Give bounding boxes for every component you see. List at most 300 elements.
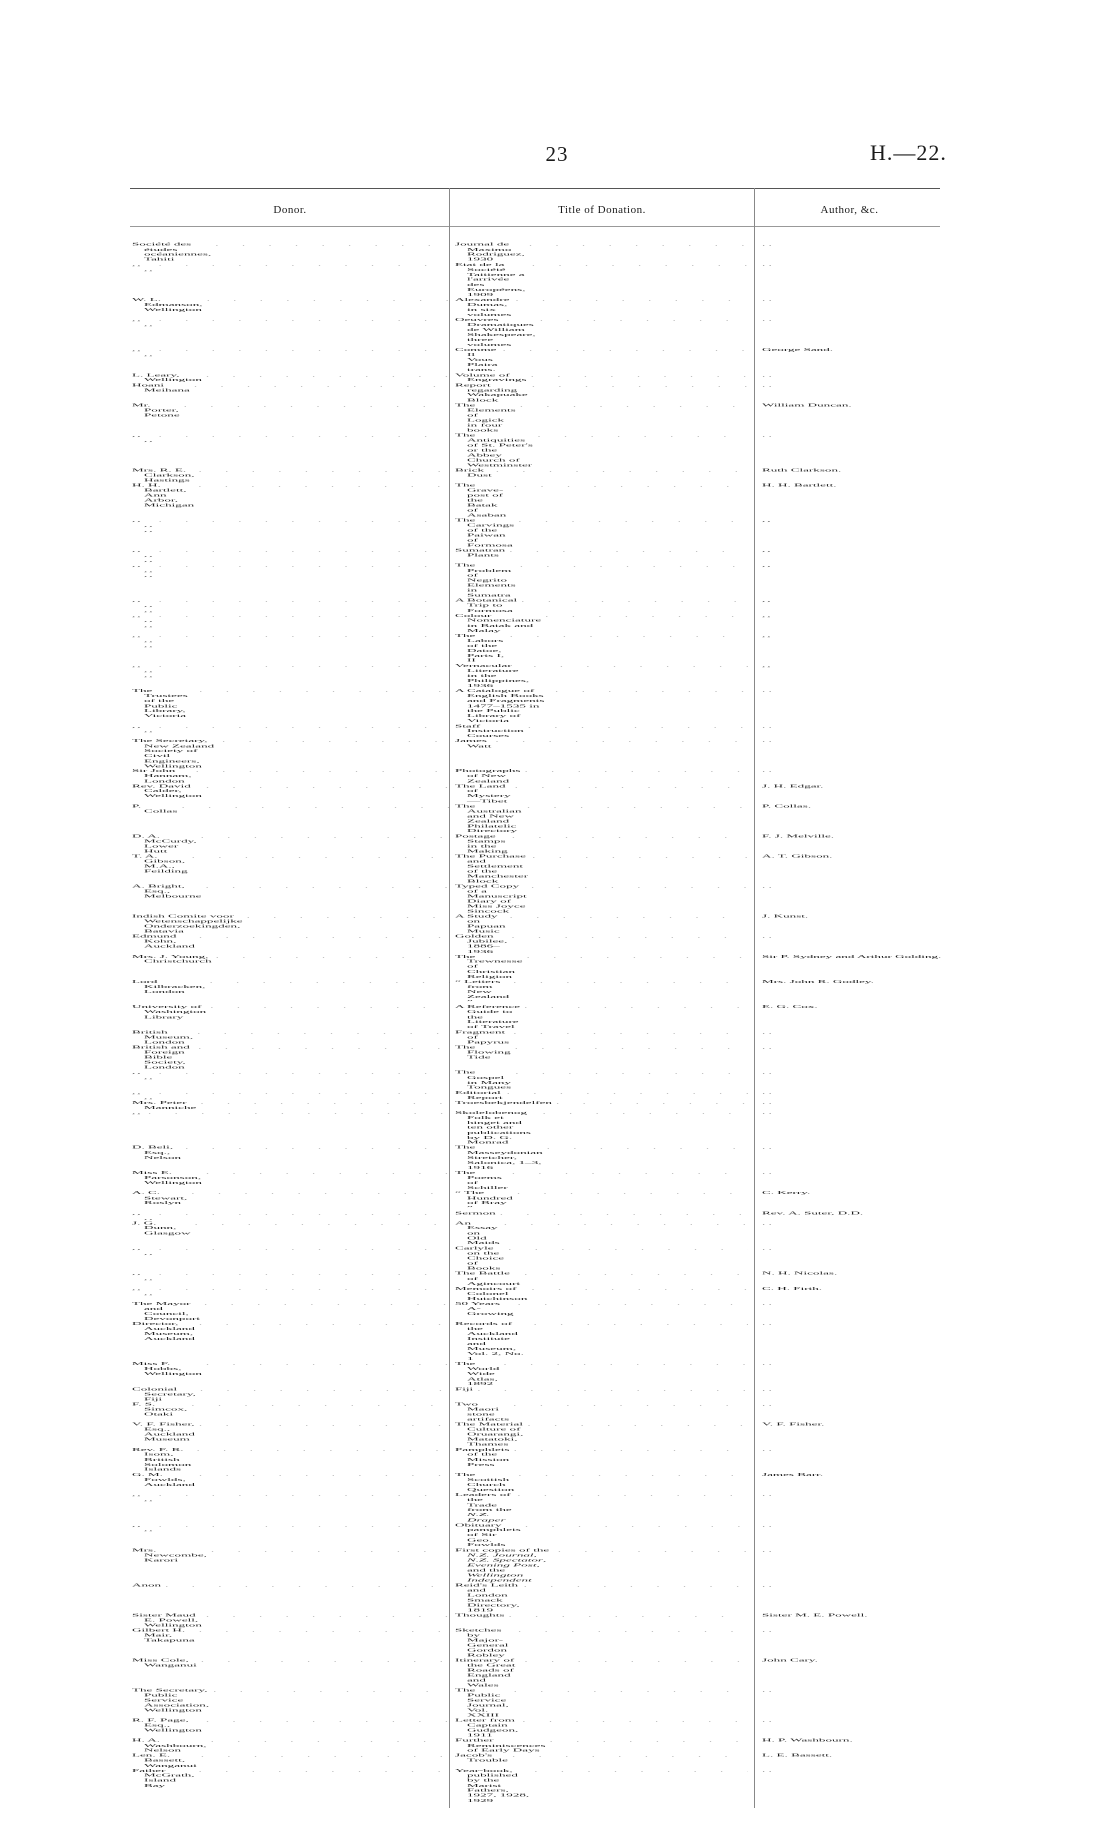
author-cell <box>762 854 942 859</box>
author-cell-text: . . <box>762 261 772 267</box>
author-cell <box>762 1191 942 1196</box>
dot-leader <box>536 317 748 347</box>
title-cell <box>455 1221 748 1246</box>
title-cell-text: The Antiquities of St. Peter's or the Abbey Church of Westminster <box>455 432 534 468</box>
dot-leader <box>528 854 748 884</box>
title-cell <box>455 347 748 372</box>
title-cell-text: The Grave-post of the Batak of Asaban <box>455 482 507 518</box>
donor-cell-text: The Secretary, New Zealand Society of Civil Engineers, Wellington <box>132 738 215 769</box>
title-cell <box>455 1387 748 1392</box>
title-cell <box>455 1030 748 1045</box>
author-cell-text: . . <box>762 1386 772 1392</box>
author-cell <box>762 1030 942 1035</box>
author-cell <box>762 1045 942 1050</box>
dot-leader <box>193 1030 450 1045</box>
author-cell-text: C. Kerry. <box>762 1190 811 1196</box>
dot-leader <box>513 1492 748 1522</box>
title-cell-text: The Trewnesse of Christian Religion <box>455 953 523 979</box>
donor-cell <box>132 1100 450 1110</box>
dot-leader <box>195 934 450 949</box>
title-cell <box>455 433 748 468</box>
author-cell-text: . . <box>762 1522 772 1528</box>
donor-cell-text: P. Collas <box>132 803 178 814</box>
table-top-rule <box>130 188 940 189</box>
donor-cell-text: Miss Cole, Wanganui <box>132 1657 197 1668</box>
donor-cell-text: The Trustees of the Public Library, Victoria <box>132 688 188 719</box>
dot-leader <box>209 1688 450 1713</box>
author-cell-text: J. H. Edgar. <box>762 783 824 789</box>
donor-cell-text: Miss F. Hobbs, Wellington <box>132 1361 202 1377</box>
dot-leader <box>194 1045 450 1070</box>
donor-cell-text: ,, ,, <box>132 1270 155 1281</box>
author-cell-text: . . <box>762 688 772 694</box>
title-cell-text: Pamphlets of the Mission Press <box>455 1446 510 1467</box>
author-cell <box>762 1090 942 1095</box>
title-cell <box>455 1361 748 1386</box>
title-cell-text: Sumatran Plants <box>455 547 506 558</box>
author-cell <box>762 954 942 959</box>
page-number: 23 <box>545 142 569 166</box>
author-cell <box>762 804 942 809</box>
author-cell-text: Ruth Clarkson. <box>762 467 842 473</box>
author-cell-text: ,, <box>762 517 773 523</box>
donor-cell-text: Rev. David Calder, Wellington <box>132 783 202 799</box>
title-cell-text: Reid's Leith and London Smack Directory, 1819 <box>455 1582 520 1613</box>
donor-cell-text: ,, ,, <box>132 1210 155 1221</box>
title-cell <box>455 1145 748 1170</box>
dot-leader <box>188 854 450 874</box>
donor-cell-text: D. Beli, Esq., Nelson <box>132 1144 182 1160</box>
title-cell <box>455 1522 748 1547</box>
title-cell-text: Letter from Captain Gudgeon, 1911 <box>455 1717 519 1738</box>
donor-cell-text: F. S. Simcox, Otaki <box>132 1401 188 1417</box>
dot-leader <box>155 1286 450 1296</box>
title-cell <box>455 1246 748 1271</box>
title-cell-text: Memoirs of Colonel Hutchinson <box>455 1285 528 1301</box>
author-cell <box>762 433 942 438</box>
dot-leader <box>511 784 748 804</box>
donor-cell-text: V. F. Fisher, Esq., Auckland Museum <box>132 1421 195 1442</box>
donor-cell <box>132 1583 450 1588</box>
donor-cell <box>132 884 450 899</box>
title-cell <box>455 1628 748 1658</box>
author-cell <box>762 1613 942 1618</box>
title-cell <box>455 854 748 884</box>
author-cell <box>762 403 942 408</box>
author-cell <box>762 1447 942 1452</box>
dot-leader <box>195 688 450 718</box>
title-cell <box>455 373 748 383</box>
dot-leader <box>155 723 450 733</box>
author-cell <box>762 483 942 488</box>
author-cell <box>762 1271 942 1276</box>
title-cell-text: Further Reminiscences of Early Days <box>455 1737 546 1753</box>
donor-cell <box>132 934 450 949</box>
donor-cell-text: A. C. Stewart, Roslyn <box>132 1190 188 1206</box>
donor-cell <box>132 548 450 563</box>
donor-cell-text: ,, ,, <box>132 1522 155 1533</box>
title-cell <box>455 914 748 934</box>
title-cell <box>455 1402 748 1422</box>
dot-leader <box>504 1246 748 1271</box>
title-cell-text: A Catalogue of English Books and Fragments 1477–1535 in the Public Library of Victoria <box>455 688 545 724</box>
dot-leader <box>155 1492 450 1502</box>
title-cell <box>455 1613 748 1618</box>
author-cell-text: ,, <box>762 662 773 668</box>
donor-cell <box>132 483 450 508</box>
dot-leader <box>155 1090 450 1100</box>
author-cell-text: . . <box>762 883 772 889</box>
title-cell-text: Fiji <box>455 1386 474 1392</box>
author-cell <box>762 373 942 378</box>
donor-cell-text: Mrs. Peter Manniche <box>132 1099 197 1110</box>
donor-cell <box>132 1070 450 1080</box>
dot-leader <box>155 518 450 533</box>
author-cell-text: H. H. Bartlett. <box>762 482 837 488</box>
title-cell <box>455 468 748 478</box>
title-cell <box>455 1191 748 1211</box>
dot-leader <box>528 262 748 297</box>
title-cell <box>455 1753 748 1763</box>
donor-cell-text: Indish Comite voor Wetenschappelijke Onderzoekingden, Batavia <box>132 913 243 934</box>
donor-cell <box>132 804 450 814</box>
author-cell <box>762 598 942 603</box>
donor-cell <box>132 563 450 578</box>
donor-cell <box>132 1753 450 1768</box>
author-cell <box>762 297 942 302</box>
author-cell <box>762 1110 942 1115</box>
title-cell-text: Vernacular Literature in the Philippines, 1936 <box>455 662 530 688</box>
donor-cell-text: ,, <box>132 1109 143 1115</box>
title-cell <box>455 1583 748 1613</box>
title-cell <box>455 1718 748 1738</box>
dot-leader <box>527 373 748 383</box>
title-cell <box>455 1492 748 1522</box>
author-cell-text: . . <box>762 1627 772 1633</box>
dot-leader <box>212 954 450 964</box>
author-cell <box>762 1422 942 1427</box>
dot-leader <box>508 1753 748 1763</box>
title-cell-text: Editorial Report <box>455 1089 503 1100</box>
author-cell <box>762 723 942 728</box>
author-cell <box>762 663 942 668</box>
donor-cell <box>132 1286 450 1296</box>
title-cell-text: The Australian and New Zealand Philatelic Directory <box>455 803 522 834</box>
dot-leader <box>505 548 748 558</box>
title-cell <box>455 784 748 804</box>
title-cell <box>455 1211 748 1216</box>
dot-leader <box>529 1321 748 1361</box>
title-cell-text: Volume of Engravings <box>455 372 527 383</box>
donor-cell-text: Société des études océaniennes, Tahiti <box>132 241 212 262</box>
donor-cell-text: ,, ,, ,, <box>132 662 155 678</box>
title-cell-text: Two Maori stone artifacts <box>455 1401 510 1422</box>
dot-leader <box>196 1387 450 1402</box>
author-cell <box>762 262 942 267</box>
donor-cell-text: ,, ,, <box>132 261 155 272</box>
dot-leader <box>514 518 748 548</box>
donor-cell <box>132 1768 450 1788</box>
dot-leader <box>202 373 450 383</box>
dot-leader <box>492 468 748 478</box>
donor-cell-text: British and Foreign Bible Society, London <box>132 1044 190 1070</box>
donor-cell-text: Len. E. Bassett, Wanganui <box>132 1752 197 1768</box>
donor-cell <box>132 1145 450 1160</box>
author-cell-text: . . <box>762 1089 772 1095</box>
author-cell-text: C. H. Firth. <box>762 1285 823 1291</box>
dot-leader <box>503 1090 748 1100</box>
title-cell <box>455 598 748 613</box>
author-cell-text: Sister M. E. Powell. <box>762 1612 868 1618</box>
author-cell-text: . . <box>762 1401 772 1407</box>
dot-leader <box>551 688 748 723</box>
donor-cell <box>132 262 450 272</box>
author-cell <box>762 383 942 388</box>
author-cell <box>762 884 942 889</box>
dot-leader <box>211 242 450 262</box>
dot-leader <box>520 768 748 783</box>
dot-leader <box>538 1110 748 1145</box>
author-cell-text: . . <box>762 723 772 729</box>
author-cell <box>762 1492 942 1497</box>
title-cell-text: Report regarding Wakapuake Block <box>455 382 528 403</box>
donor-cell <box>132 373 450 383</box>
dot-leader <box>194 483 450 508</box>
author-cell-text: . . <box>762 382 772 388</box>
donor-cell <box>132 688 450 718</box>
dot-leader <box>155 433 450 443</box>
author-cell-text: Mrs. John R. Godley. <box>762 978 874 985</box>
donor-cell <box>132 1045 450 1070</box>
donor-cell <box>132 723 450 733</box>
author-cell-text: . . <box>762 372 772 378</box>
title-cell <box>455 1090 748 1100</box>
dot-leader <box>202 1718 450 1733</box>
dot-leader <box>511 1070 748 1090</box>
dot-leader <box>473 1387 748 1392</box>
title-cell-text: First copies of the N.Z. Journal, N.Z. Spectator, Evening Post, and the Wellington Independent <box>455 1547 550 1583</box>
title-cell <box>455 1768 748 1803</box>
dot-leader <box>207 1548 450 1563</box>
dot-leader <box>541 613 748 633</box>
donor-cell <box>132 468 450 483</box>
donor-cell <box>132 914 450 934</box>
donor-cell-text: D. A. McCurdy, Lower Hutt <box>132 833 197 854</box>
title-cell-text: Comme Il Vous Plaira trans. <box>455 347 498 373</box>
author-cell <box>762 834 942 839</box>
title-cell <box>455 1100 748 1105</box>
dot-leader <box>510 1688 748 1718</box>
donor-cell <box>132 1613 450 1628</box>
title-cell-text: Postage Stamps in the Making <box>455 833 508 854</box>
donor-cell-text: A. Bright, Esq., Melbourne <box>132 883 202 899</box>
dot-leader <box>520 1271 748 1286</box>
author-cell <box>762 1768 942 1773</box>
author-cell-text: . . <box>762 296 772 302</box>
author-cell <box>762 1472 942 1477</box>
title-cell <box>455 1548 748 1583</box>
dot-leader <box>508 1170 748 1190</box>
dot-leader <box>518 1718 748 1738</box>
author-cell <box>762 1170 942 1175</box>
title-cell-text: Leaders of the Trade from the N.Z. Draper <box>455 1492 512 1523</box>
author-cell-text: ,, <box>762 597 773 603</box>
dot-leader <box>155 1522 450 1532</box>
donor-cell-text: ,, ,, ,, <box>132 597 155 613</box>
title-cell <box>455 979 748 1004</box>
dot-leader <box>527 1286 748 1301</box>
donor-cell <box>132 1688 450 1713</box>
title-cell-text: James Watt <box>455 738 492 749</box>
donor-cell <box>132 1321 450 1341</box>
dot-leader <box>180 403 450 418</box>
title-cell <box>455 1005 748 1030</box>
title-cell-text: The Scottish Church Question <box>455 1471 515 1493</box>
dot-leader <box>517 598 748 613</box>
donor-cell <box>132 1658 450 1668</box>
donor-cell <box>132 1628 450 1643</box>
title-cell-text: Photographs of New Zealand <box>455 768 521 784</box>
donor-cell-text: ,, ,, <box>132 1285 155 1296</box>
dot-leader <box>543 1145 748 1170</box>
title-cell <box>455 242 748 262</box>
donor-cell-text: Edmund Kohn, Auckland <box>132 933 195 949</box>
header-bottom-rule <box>130 226 940 227</box>
title-cell <box>455 1472 748 1492</box>
title-cell-text: The Battle of Agincourt <box>455 1270 521 1286</box>
title-cell-text: Alexandre Dumas, in six volumes <box>455 296 512 317</box>
donor-cell-text: G. M. Fowlds, Auckland <box>132 1471 195 1488</box>
author-cell <box>762 1211 942 1216</box>
title-cell <box>455 834 748 854</box>
donor-cell <box>132 1090 450 1100</box>
author-cell-text: James Barr. <box>762 1471 824 1478</box>
dot-leader <box>523 1422 748 1447</box>
donor-cell-text: J. G. Dunn, Glasgow <box>132 1220 191 1236</box>
author-cell-text: E. G. Cox. <box>762 1004 818 1010</box>
donor-cell-text: ,, ,, <box>132 1069 155 1080</box>
author-cell <box>762 1361 942 1366</box>
dot-leader <box>546 1738 748 1753</box>
donor-cell-text: T. A. Gibson, M.A., Feilding <box>132 853 188 874</box>
dot-leader <box>508 834 748 854</box>
dot-leader <box>155 598 450 613</box>
author-cell-text: . . <box>762 1144 772 1150</box>
title-cell <box>455 548 748 558</box>
title-cell <box>455 738 748 748</box>
title-cell <box>455 1422 748 1447</box>
dot-leader <box>196 1100 450 1110</box>
title-cell-text: Troesbekjendelfen <box>455 1099 552 1105</box>
author-cell <box>762 934 942 939</box>
title-cell <box>455 613 748 633</box>
title-cell-text: The Labors of the Datoe, Parts I, II <box>455 632 505 663</box>
author-cell <box>762 1688 942 1693</box>
title-cell-text: The Carvings of the Paiwan of Formosa <box>455 517 515 548</box>
donor-cell <box>132 979 450 994</box>
title-cell <box>455 954 748 979</box>
title-cell <box>455 1271 748 1286</box>
dot-leader <box>197 1753 450 1768</box>
title-cell-text: The Public Service Journal, Vol. XXIII <box>455 1687 509 1718</box>
dot-leader <box>207 1738 450 1753</box>
donor-cell <box>132 1402 450 1417</box>
title-cell-text: Colour Nomenciature in Batak and Malay <box>455 612 542 633</box>
donor-cell-text: Mr. Porter, Petone <box>132 402 180 418</box>
dot-leader <box>155 633 450 648</box>
title-cell-text: The Land of Mystery—Tibet <box>455 783 511 804</box>
title-cell <box>455 884 748 914</box>
donor-cell-text: Mrs. Newcombe, Karori <box>132 1547 207 1563</box>
author-cell-text: . . <box>762 1220 772 1226</box>
author-cell-text: . . <box>762 1300 772 1306</box>
title-cell-text: Etat de la Société Taitienne a l'arrivée des Européens, 1909 <box>455 261 526 297</box>
donor-cell <box>132 613 450 628</box>
dot-leader <box>155 1211 450 1221</box>
donor-cell <box>132 297 450 312</box>
donor-cell <box>132 598 450 613</box>
title-cell-text: The Elements of Logick in four books <box>455 402 516 433</box>
dot-leader <box>507 934 748 954</box>
title-cell-text: Fragment of Papyrus <box>455 1029 510 1045</box>
donor-cell-text: Lord Kilbracken, London <box>132 978 206 995</box>
title-cell <box>455 317 748 347</box>
title-cell <box>455 1658 748 1688</box>
donor-cell-text: ,, ,, <box>132 1089 155 1100</box>
title-cell-text: Typed Copy of a Manuscript Diary of Miss Joyce Sincock <box>455 883 527 914</box>
donor-cell <box>132 663 450 678</box>
donor-cell-text: ,, ,, <box>132 723 155 734</box>
title-cell-text: Sketches by Major-General Gordon Robley <box>455 1627 509 1658</box>
donor-cell <box>132 242 450 262</box>
title-cell-text: Itinerary of the Great Roads of England and Wales <box>455 1657 516 1688</box>
dot-leader <box>506 633 748 663</box>
donor-cell <box>132 1211 450 1221</box>
dot-leader <box>195 468 450 483</box>
author-cell <box>762 468 942 473</box>
author-cell-text: P. Collas. <box>762 803 812 809</box>
donor-cell <box>132 854 450 874</box>
donor-cell-text: W. L. Edmanson, Wellington <box>132 296 203 312</box>
donor-cell <box>132 518 450 533</box>
title-cell-text: Brick Dust <box>455 467 492 478</box>
author-cell-text: . . <box>762 1069 772 1075</box>
donor-cell <box>132 768 450 783</box>
dot-leader <box>155 613 450 628</box>
title-cell <box>455 563 748 598</box>
title-cell <box>455 1688 748 1718</box>
donor-cell-text: Mrs. R. E. Clarkson, Hastings <box>132 467 195 483</box>
donor-cell-text: The Secretary, Public Service Association, Wellington <box>132 1687 210 1713</box>
title-cell-text: “ Letters from New Zealand ” <box>455 978 510 1004</box>
dot-leader <box>206 1005 450 1020</box>
donor-cell-text: Sir John Hannam, London <box>132 768 192 784</box>
author-cell-text: J. Kunst. <box>762 913 809 919</box>
author-cell <box>762 1246 942 1251</box>
dot-leader <box>202 784 450 799</box>
title-cell-text: Carlyle on the Choice of Books <box>455 1245 505 1271</box>
dot-leader <box>218 738 450 768</box>
dot-leader <box>554 1548 748 1583</box>
title-cell-text: Skolelobenog Folk et hinget and ten other publications by D. G. Monrad <box>455 1109 532 1145</box>
title-cell <box>455 483 748 518</box>
dot-leader <box>499 1361 748 1386</box>
author-cell-text: . . <box>762 1170 772 1176</box>
author-cell <box>762 563 942 568</box>
author-cell-text: N. H. Nicolas. <box>762 1270 838 1276</box>
title-cell-text: A Study on Papuan Music <box>455 913 506 934</box>
author-cell-text: William Duncan. <box>762 402 852 408</box>
